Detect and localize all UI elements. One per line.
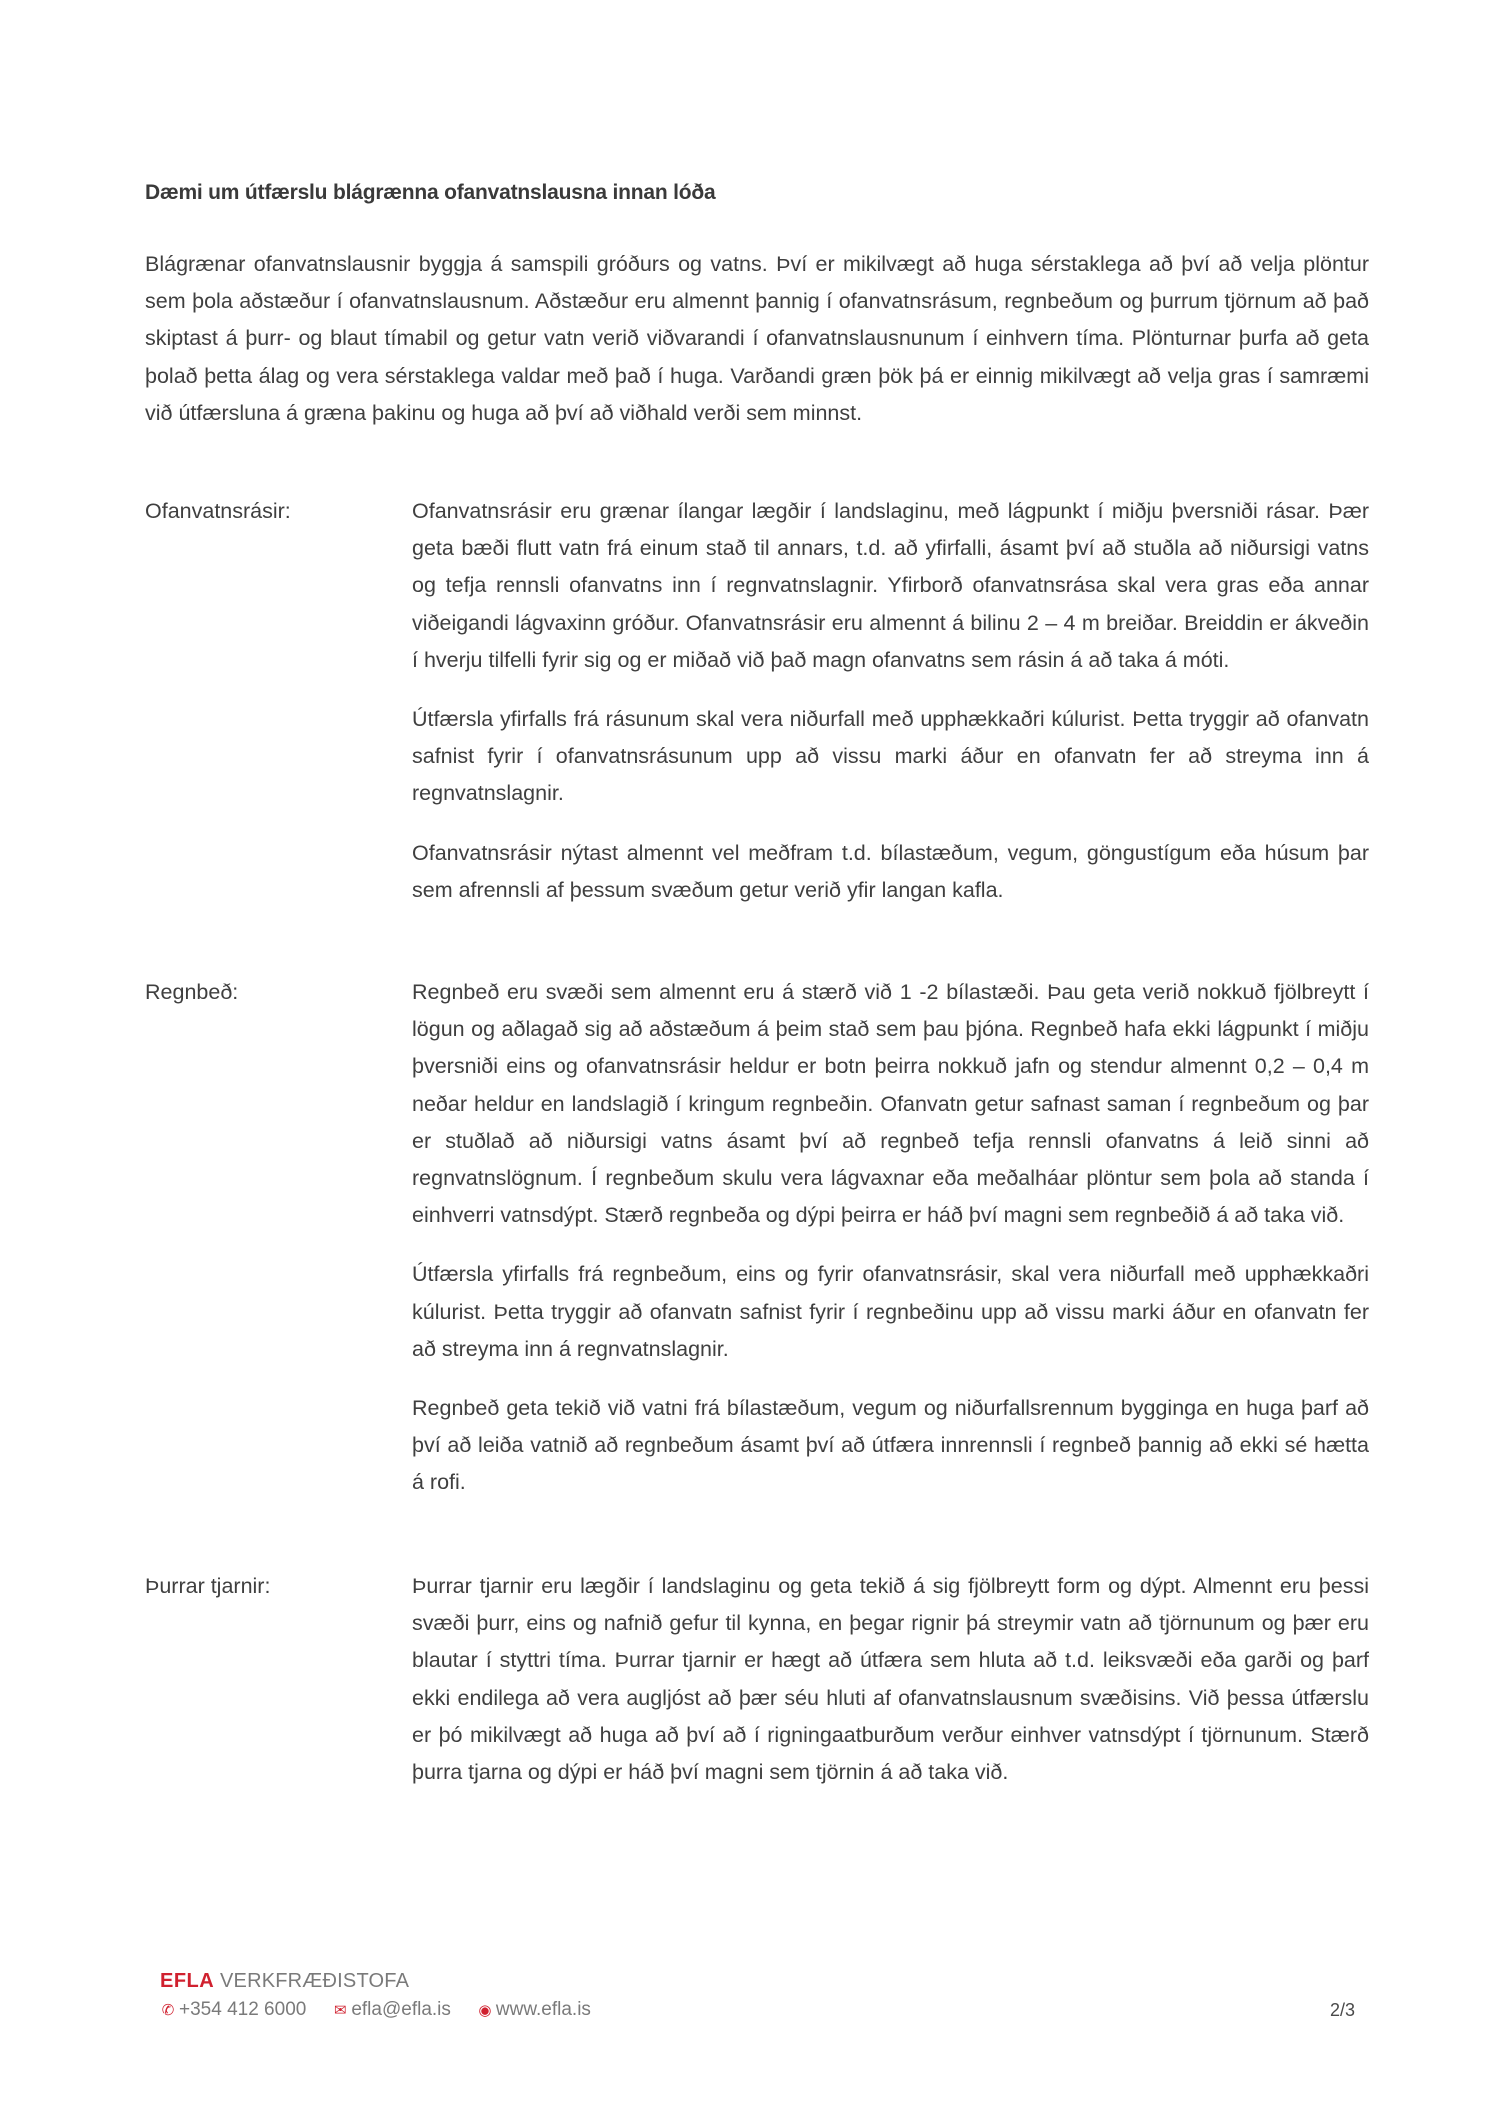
website-link[interactable]: www.efla.is (495, 1999, 591, 2020)
globe-icon: ◉ (478, 2002, 492, 2019)
phone-contact (160, 1999, 306, 2021)
section-paragraph: Regnbeð geta tekið við vatni frá bílastæðum, vegum og niðurfallsrennum bygginga en huga þarf að því að leiða vatnið að regnbeðum ásamt því að útfæra innrennsli í regnbeð þannig að ekki sé hætta á rofi. (412, 1396, 1369, 1495)
section-label: Regnbeð: (145, 980, 239, 1004)
phone-icon: ✆ (161, 2002, 175, 2019)
section-paragraph: Ofanvatnsrásir nýtast almennt vel meðfram t.d. bílastæðum, vegum, göngustígum eða húsum þar sem afrennsli af þessum svæðum getur verið yfir langan kafla. (412, 840, 1369, 902)
intro-paragraph: Blágrænar ofanvatnslausnir byggja á samspili gróðurs og vatns. Því er mikilvægt að huga sérstaklega að því að velja plöntur sem þola aðstæður í ofanvatnslausnum. Aðstæður eru almennt þannig í ofanvatnsrásum, regnbeðum og þurrum tjörnum að það skiptast á þurr- og blaut tímabil og getur vatn verið viðvarandi í ofanvatnslausnunum í einhvern tíma. Plönturnar þurfa að geta þolað þetta álag og vera sérstaklega valdar með það í huga. Varðandi græn þök þá er einnig mikilvægt að velja gras í samræmi við útfærsluna á græna þakinu og huga að því að viðhald verði sem minnst. (145, 252, 1369, 425)
section-paragraph: Ofanvatnsrásir eru grænar ílangar lægðir í landslaginu, með lágpunkt í miðju þversniði rásar. Þær geta bæði flutt vatn frá einum stað til annars, t.d. að yfirfalli, ásamt því að stuðla að niðursigi vatns og tefja rennsli ofanvatns inn í regnvatnslagnir. Yfirborð ofanvatnsrása skal vera gras eða annar viðeigandi lágvaxinn gróður. Ofanvatnsrásir eru almennt á bilinu 2 – 4 m breiðar. Breiddin er ákveðin í hverju tilfelli fyrir sig og er miðað við það magn ofanvatns sem rásin á að taka á móti. (412, 499, 1369, 672)
phone-number: +354 412 6000 (179, 1999, 307, 2020)
page-footer (160, 1970, 760, 2021)
section-paragraph: Útfærsla yfirfalls frá regnbeðum, eins og fyrir ofanvatnsrásir, skal vera niðurfall með upphækkaðri kúlurist. Þetta tryggir að ofanvatn safnist fyrir í regnbeðinu upp að vissu marki áður en ofanvatn fer að streyma inn á regnvatnslagnir. (412, 1262, 1369, 1361)
section-paragraph: Regnbeð eru svæði sem almennt eru á stærð við 1 -2 bílastæði. Þau geta verið nokkuð fjölbreytt í lögun og aðlagað sig að aðstæðum á þeim stað sem þau þjóna. Regnbeð hafa ekki lágpunkt í miðju þversniði eins og ofanvatnsrásir heldur er botn þeirra nokkuð jafn og stendur almennt 0,2 – 0,4 m neðar heldur en landslagið í kringum regnbeðin. Ofanvatn getur safnast saman í regnbeðum og þar er stuðlað að niðursigi vatns ásamt því að regnbeð tefja rennsli ofanvatns á leið sinni að regnvatnslögnum. Í regnbeðum skulu vera lágvaxnar eða meðalháar plöntur sem þola að standa í einhverri vatnsdýpt. Stærð regnbeða og dýpi þeirra er háð því magni sem regnbeðið á að taka við. (412, 980, 1369, 1228)
website-contact[interactable] (477, 1999, 591, 2021)
section-paragraph: Útfærsla yfirfalls frá rásunum skal vera niðurfall með upphækkaðri kúlurist. Þetta tryggir að ofanvatn safnist fyrir í ofanvatnsrásunum upp að vissu marki áður en ofanvatn fer að streyma inn á regnvatnslagnir. (412, 707, 1369, 806)
section-body (412, 1568, 1369, 1813)
company-brand (160, 1970, 760, 1993)
email-link[interactable]: efla@efla.is (351, 1999, 451, 2020)
page-title: Dæmi um útfærslu blágrænna ofanvatnslausna innan lóða (145, 181, 716, 204)
section-label: Þurrar tjarnir: (145, 1574, 271, 1598)
page-number: 2/3 (1330, 2000, 1356, 2020)
section-label: Ofanvatnsrásir: (145, 499, 291, 523)
efla-logo: EFLA (160, 1970, 215, 1992)
section-body (412, 493, 1369, 931)
section-body (412, 974, 1369, 1524)
company-name: VERKFRÆÐISTOFA (219, 1970, 410, 1992)
envelope-icon: ✉ (334, 2002, 347, 2019)
section-paragraph: Þurrar tjarnir eru lægðir í landslaginu og geta tekið á sig fjölbreytt form og dýpt. Almennt eru þessi svæði þurr, eins og nafnið gefur til kynna, en þegar rignir þá streymir vatn að tjörnunum og þær eru blautar í styttri tíma. Þurrar tjarnir er hægt að útfæra sem hluta að t.d. leiksvæði eða garði og þarf ekki endilega að vera augljóst að þær séu hluti af ofanvatnslausnum svæðisins. Við þessa útfærslu er þó mikilvægt að huga að því að í rigningaatburðum verður einhver vatnsdýpt í tjörnunum. Stærð þurra tjarna og dýpi er háð því magni sem tjörnin á að taka við. (412, 1574, 1369, 1785)
email-contact[interactable] (332, 1999, 451, 2021)
contact-info (160, 1999, 760, 2021)
